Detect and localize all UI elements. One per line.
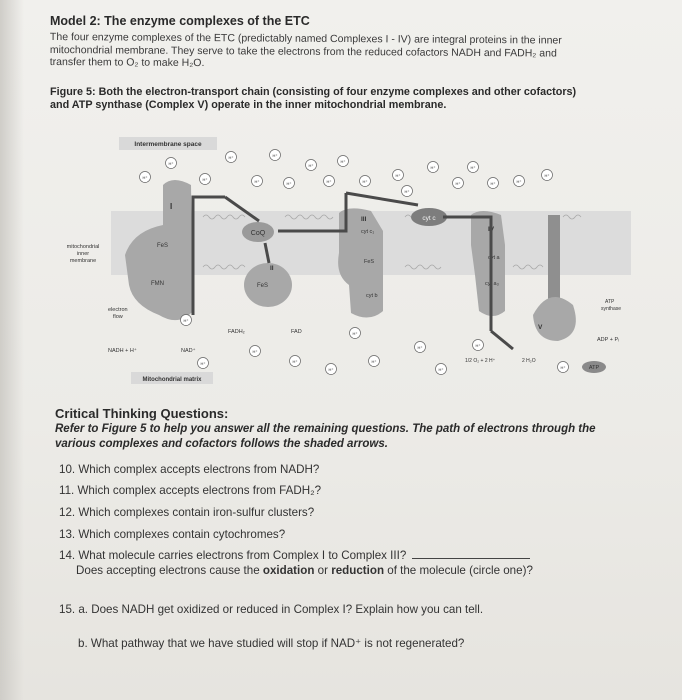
complex-i-label: I [170, 202, 173, 211]
h-ion-label: H⁺ [142, 175, 148, 180]
atp-synthase-head [533, 297, 576, 341]
h-ion-label: H⁺ [286, 181, 292, 186]
fad-label: FAD [291, 329, 302, 335]
h-ion-label: H⁺ [470, 165, 476, 170]
h-ion-label: H⁺ [340, 159, 346, 164]
question-15a: 15. a. Does NADH get oxidized or reduced in Complex I? Explain how you can tell. [59, 603, 484, 616]
cyt-c-label: cyt c [422, 215, 436, 222]
h-ion-label: H⁺ [168, 161, 174, 166]
model-paragraph: The four enzyme complexes of the ETC (predictably named Complexes I - IV) are integral proteins in the inner mitochondrial membrane. They serve to take the electrons from the reduced cofactors NADH and FADH₂ and transfer them to O₂ to make H₂O. [49, 31, 562, 70]
cyt-a-label: cyt a [488, 255, 500, 261]
h-ion-label: H⁺ [292, 359, 298, 364]
complex-iv-label: IV [488, 226, 495, 233]
critical-thinking-instructions: Refer to Figure 5 to help you answer all the remaining questions. The path of electrons through the various complexes and cofactors follows the shaded arrows. [55, 423, 596, 450]
h-ion-label: H⁺ [395, 173, 401, 178]
atp-synthase-label-2: synthase [601, 306, 622, 312]
fes-label-iii: FeS [364, 259, 375, 265]
h-ion-label: H⁺ [490, 181, 496, 186]
reduction-option[interactable]: reduction [331, 564, 385, 577]
atp-synthase-label-1: ATP [605, 299, 615, 305]
coq-label: CoQ [250, 230, 266, 237]
membrane-label-2: inner [76, 251, 90, 257]
h-ion-label: H⁺ [475, 343, 481, 348]
question-15b: b. What pathway that we have studied will stop if NAD⁺ is not regenerated? [78, 637, 465, 650]
question-11: 11. Which complex accepts electrons from FADH₂? [59, 484, 322, 497]
h-ion-label: H⁺ [560, 365, 566, 370]
figure-caption: Figure 5: Both the electron-transport chain (consisting of four enzyme complexes and other cofactors) and ATP synthase (Complex V) operate in the inner mitochondrial membrane. [50, 86, 577, 111]
h-ion-label: H⁺ [362, 179, 368, 184]
h-ion-label: H⁺ [371, 359, 377, 364]
intermembrane-label: Intermembrane space [134, 141, 202, 148]
oxidation-option[interactable]: oxidation [262, 564, 315, 577]
question-14 [59, 548, 629, 578]
adp-label: ADP + Pᵢ [597, 337, 620, 343]
h2o-label: 2 H₂O [522, 358, 536, 364]
question-13: 13. Which complexes contain cytochromes? [59, 528, 286, 541]
h-ion-label: H⁺ [254, 179, 260, 184]
o2-label: 1/2 O₂ + 2 H⁺ [465, 358, 496, 364]
h-ion-label: H⁺ [252, 349, 258, 354]
nad-label: NAD⁺ [181, 348, 196, 354]
fes-label-i: FeS [157, 243, 169, 249]
h-ion-label: H⁺ [228, 155, 234, 160]
complex-i-shape [125, 180, 193, 320]
h-ion-label: H⁺ [183, 318, 189, 323]
critical-thinking-heading: Critical Thinking Questions: [55, 406, 229, 421]
h-ion-label: H⁺ [544, 173, 550, 178]
question-12: 12. Which complexes contain iron-sulfur clusters? [59, 506, 315, 519]
question-14-or: or [314, 564, 332, 577]
cyt-a3-label: cyt a₃ [485, 281, 499, 287]
question-14-main: 14. What molecule carries electrons from Complex I to Complex III? [59, 549, 407, 562]
complex-ii-label: II [270, 265, 274, 272]
cyt-c1-label: cyt c₁ [361, 229, 375, 235]
question-10: 10. Which complex accepts electrons from NADH? [59, 463, 320, 476]
h-ion-label: H⁺ [455, 181, 461, 186]
h-ion-label: H⁺ [308, 163, 314, 168]
h-ion-label: H⁺ [326, 179, 332, 184]
h-ion-label: H⁺ [430, 165, 436, 170]
question-14-answer-blank[interactable] [412, 548, 530, 559]
matrix-label: Mitochondrial matrix [142, 377, 202, 383]
h-ion-label: H⁺ [200, 361, 206, 366]
membrane-label-3: membrane [69, 258, 97, 264]
h-ions-matrix [181, 315, 569, 375]
atp-label: ATP [588, 365, 600, 371]
cyt-b-label: cyt b [366, 293, 378, 299]
h-ion-label: H⁺ [516, 179, 522, 184]
fmn-label: FMN [151, 281, 164, 287]
question-14-sub-a: Does accepting electrons cause the [76, 564, 263, 577]
h-ion-label: H⁺ [404, 189, 410, 194]
fes-label-ii: FeS [257, 283, 269, 289]
h-ion-label: H⁺ [272, 153, 278, 158]
fadh2-label: FADH₂ [228, 329, 245, 335]
question-14-sub-b: of the molecule (circle one)? [384, 564, 533, 577]
h-ion-label: H⁺ [328, 367, 334, 372]
h-ions-intermembrane [140, 150, 553, 197]
h-ion-label: H⁺ [438, 367, 444, 372]
h-ion-label: H⁺ [352, 331, 358, 336]
membrane-label-1: mitochondrial [66, 244, 100, 250]
page-shadow [0, 0, 24, 700]
complex-v-label: V [538, 324, 543, 331]
etc-figure [53, 135, 635, 393]
complex-iii-label: III [361, 216, 367, 223]
h-ion-label: H⁺ [202, 177, 208, 182]
model-title: Model 2: The enzyme complexes of the ETC [50, 14, 310, 28]
h-ion-label: H⁺ [417, 345, 423, 350]
electron-flow-label-2: flow [113, 314, 123, 320]
electron-flow-label-1: electron [108, 307, 128, 313]
nadh-label: NADH + H⁺ [108, 348, 137, 354]
